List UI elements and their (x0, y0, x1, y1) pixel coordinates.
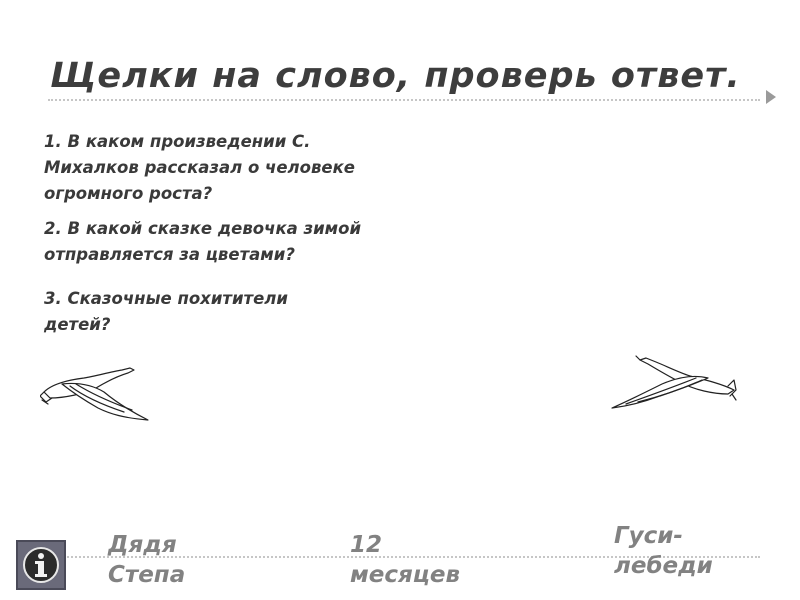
top-divider (48, 99, 760, 101)
goose-icon (610, 350, 738, 412)
question-2: 2. В какой сказке девочка зимой отправляется за цветами? (44, 219, 362, 264)
question-3: 3. Сказочные похитители детей? (44, 289, 288, 334)
info-button[interactable] (16, 540, 66, 590)
answer-link-1[interactable]: Дядя Степа (108, 532, 186, 588)
goose-icon (40, 362, 152, 424)
answer-link-2[interactable]: 12 месяцев (350, 532, 461, 588)
info-icon (21, 545, 61, 585)
question-1: 1. В каком произведении С. Михалков рассказал о человеке огромного роста? (44, 132, 355, 203)
divider-arrow-icon (766, 90, 776, 104)
answer-link-3[interactable]: Гуси-лебеди (614, 523, 713, 579)
slide-title: Щелки на слово, проверь ответ. (50, 56, 741, 96)
